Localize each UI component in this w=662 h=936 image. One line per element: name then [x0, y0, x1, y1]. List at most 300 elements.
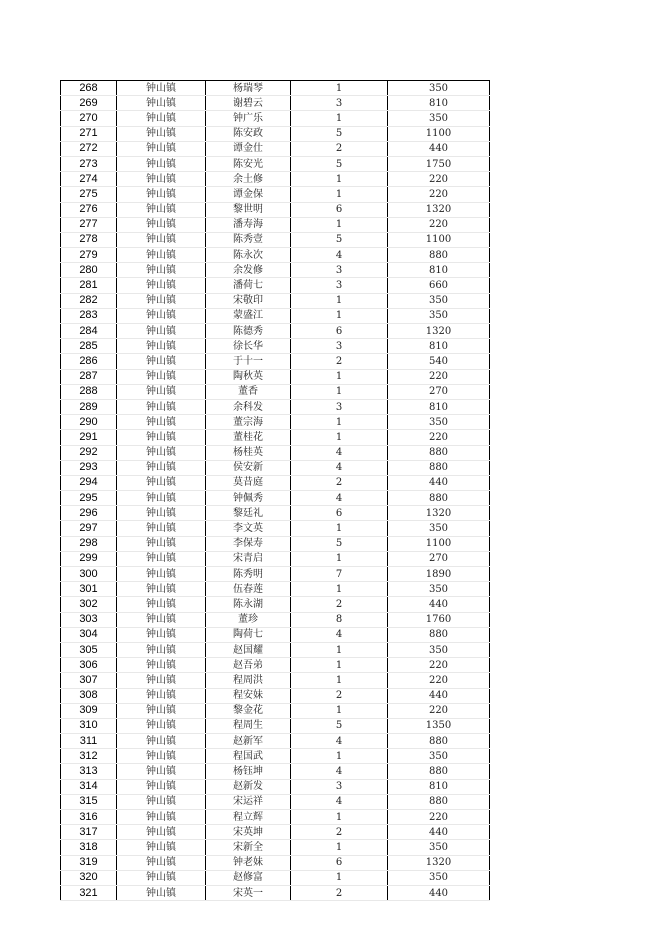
row-number-cell[interactable]: 291: [61, 430, 117, 445]
count-cell[interactable]: 1: [291, 111, 388, 126]
row-number-cell[interactable]: 321: [61, 885, 117, 900]
count-cell[interactable]: 1: [291, 521, 388, 536]
count-cell[interactable]: 2: [291, 825, 388, 840]
row-number-cell[interactable]: 277: [61, 217, 117, 232]
name-cell[interactable]: 余土修: [206, 172, 291, 187]
count-cell[interactable]: 4: [291, 627, 388, 642]
row-number-cell[interactable]: 307: [61, 673, 117, 688]
table-row: [61, 278, 490, 293]
amount-cell[interactable]: 440: [388, 825, 490, 840]
row-number-cell[interactable]: 279: [61, 248, 117, 263]
name-cell[interactable]: 陈秀明: [206, 567, 291, 582]
row-number-cell[interactable]: 304: [61, 627, 117, 642]
town-cell[interactable]: 钟山镇: [117, 627, 206, 642]
row-number-cell[interactable]: 303: [61, 612, 117, 627]
town-cell[interactable]: 钟山镇: [117, 460, 206, 475]
name-cell[interactable]: 李文英: [206, 521, 291, 536]
table-row: [61, 810, 490, 825]
row-number-cell[interactable]: 270: [61, 111, 117, 126]
amount-cell[interactable]: 880: [388, 491, 490, 506]
town-cell[interactable]: 钟山镇: [117, 445, 206, 460]
row-number-cell[interactable]: 301: [61, 582, 117, 597]
count-cell[interactable]: 1: [291, 703, 388, 718]
count-cell[interactable]: 2: [291, 597, 388, 612]
town-cell[interactable]: 钟山镇: [117, 703, 206, 718]
amount-cell[interactable]: 220: [388, 810, 490, 825]
amount-cell[interactable]: 350: [388, 749, 490, 764]
town-cell[interactable]: 钟山镇: [117, 794, 206, 809]
town-cell[interactable]: 钟山镇: [117, 384, 206, 399]
count-cell[interactable]: 3: [291, 278, 388, 293]
amount-cell[interactable]: 1100: [388, 232, 490, 247]
count-cell[interactable]: 2: [291, 354, 388, 369]
amount-cell[interactable]: 1760: [388, 612, 490, 627]
name-cell[interactable]: 黎世明: [206, 202, 291, 217]
count-cell[interactable]: 2: [291, 475, 388, 490]
town-cell[interactable]: 钟山镇: [117, 354, 206, 369]
table-row: [61, 399, 490, 414]
name-cell[interactable]: 侯安新: [206, 460, 291, 475]
amount-cell[interactable]: 1320: [388, 855, 490, 870]
name-cell[interactable]: 董香: [206, 384, 291, 399]
table-row: [61, 263, 490, 278]
town-cell[interactable]: 钟山镇: [117, 551, 206, 566]
name-cell[interactable]: 赵修富: [206, 870, 291, 885]
row-number-cell[interactable]: 302: [61, 597, 117, 612]
count-cell[interactable]: 7: [291, 567, 388, 582]
count-cell[interactable]: 1: [291, 187, 388, 202]
name-cell[interactable]: 陈永湖: [206, 597, 291, 612]
amount-cell[interactable]: 1750: [388, 156, 490, 171]
town-cell[interactable]: 钟山镇: [117, 217, 206, 232]
name-cell[interactable]: 钟广乐: [206, 111, 291, 126]
name-cell[interactable]: 黎金花: [206, 703, 291, 718]
amount-cell[interactable]: 350: [388, 308, 490, 323]
name-cell[interactable]: 陈秀壹: [206, 232, 291, 247]
town-cell[interactable]: 钟山镇: [117, 855, 206, 870]
count-cell[interactable]: 5: [291, 126, 388, 141]
row-number-cell[interactable]: 306: [61, 658, 117, 673]
count-cell[interactable]: 4: [291, 491, 388, 506]
amount-cell[interactable]: 1320: [388, 506, 490, 521]
count-cell[interactable]: 2: [291, 688, 388, 703]
town-cell[interactable]: 钟山镇: [117, 536, 206, 551]
amount-cell[interactable]: 350: [388, 840, 490, 855]
count-cell[interactable]: 1: [291, 658, 388, 673]
town-cell[interactable]: 钟山镇: [117, 718, 206, 733]
town-cell[interactable]: 钟山镇: [117, 825, 206, 840]
town-cell[interactable]: 钟山镇: [117, 506, 206, 521]
count-cell[interactable]: 4: [291, 794, 388, 809]
table-row: [61, 551, 490, 566]
count-cell[interactable]: 1: [291, 810, 388, 825]
row-number-cell[interactable]: 296: [61, 506, 117, 521]
town-cell[interactable]: 钟山镇: [117, 521, 206, 536]
amount-cell[interactable]: 220: [388, 369, 490, 384]
count-cell[interactable]: 1: [291, 369, 388, 384]
name-cell[interactable]: 陈永次: [206, 248, 291, 263]
town-cell[interactable]: 钟山镇: [117, 399, 206, 414]
table-row: [61, 612, 490, 627]
table-row: [61, 688, 490, 703]
amount-cell[interactable]: 810: [388, 339, 490, 354]
name-cell[interactable]: 杨桂英: [206, 445, 291, 460]
row-number-cell[interactable]: 274: [61, 172, 117, 187]
table-row: [61, 855, 490, 870]
amount-cell[interactable]: 220: [388, 430, 490, 445]
amount-cell[interactable]: 440: [388, 885, 490, 900]
row-number-cell[interactable]: 281: [61, 278, 117, 293]
town-cell[interactable]: 钟山镇: [117, 278, 206, 293]
amount-cell[interactable]: 220: [388, 658, 490, 673]
town-cell[interactable]: 钟山镇: [117, 658, 206, 673]
town-cell[interactable]: 钟山镇: [117, 96, 206, 111]
row-number-cell[interactable]: 297: [61, 521, 117, 536]
count-cell[interactable]: 2: [291, 885, 388, 900]
amount-cell[interactable]: 810: [388, 399, 490, 414]
row-number-cell[interactable]: 272: [61, 141, 117, 156]
name-cell[interactable]: 余科发: [206, 399, 291, 414]
table-row: [61, 718, 490, 733]
town-cell[interactable]: 钟山镇: [117, 430, 206, 445]
amount-cell[interactable]: 350: [388, 870, 490, 885]
town-cell[interactable]: 钟山镇: [117, 339, 206, 354]
town-cell[interactable]: 钟山镇: [117, 172, 206, 187]
name-cell[interactable]: 李保寿: [206, 536, 291, 551]
row-number-cell[interactable]: 310: [61, 718, 117, 733]
name-cell[interactable]: 程周生: [206, 718, 291, 733]
name-cell[interactable]: 伍春莲: [206, 582, 291, 597]
row-number-cell[interactable]: 283: [61, 308, 117, 323]
count-cell[interactable]: 4: [291, 734, 388, 749]
row-number-cell[interactable]: 284: [61, 324, 117, 339]
count-cell[interactable]: 1: [291, 749, 388, 764]
row-number-cell[interactable]: 273: [61, 156, 117, 171]
amount-cell[interactable]: 220: [388, 172, 490, 187]
amount-cell[interactable]: 440: [388, 688, 490, 703]
count-cell[interactable]: 6: [291, 202, 388, 217]
row-number-cell[interactable]: 320: [61, 870, 117, 885]
town-cell[interactable]: 钟山镇: [117, 293, 206, 308]
amount-cell[interactable]: 1100: [388, 536, 490, 551]
table-row: [61, 172, 490, 187]
town-cell[interactable]: 钟山镇: [117, 308, 206, 323]
row-number-cell[interactable]: 319: [61, 855, 117, 870]
table-row: [61, 324, 490, 339]
name-cell[interactable]: 陈德秀: [206, 324, 291, 339]
amount-cell[interactable]: 350: [388, 582, 490, 597]
count-cell[interactable]: 1: [291, 172, 388, 187]
town-cell[interactable]: 钟山镇: [117, 779, 206, 794]
count-cell[interactable]: 1: [291, 582, 388, 597]
count-cell[interactable]: 3: [291, 263, 388, 278]
name-cell[interactable]: 陈安政: [206, 126, 291, 141]
amount-cell[interactable]: 660: [388, 278, 490, 293]
amount-cell[interactable]: 880: [388, 794, 490, 809]
table-row: [61, 794, 490, 809]
count-cell[interactable]: 4: [291, 248, 388, 263]
amount-cell[interactable]: 270: [388, 551, 490, 566]
name-cell[interactable]: 宋英一: [206, 885, 291, 900]
amount-cell[interactable]: 880: [388, 764, 490, 779]
amount-cell[interactable]: 1350: [388, 718, 490, 733]
name-cell[interactable]: 钟老妹: [206, 855, 291, 870]
amount-cell[interactable]: 540: [388, 354, 490, 369]
name-cell[interactable]: 董宗海: [206, 415, 291, 430]
amount-cell[interactable]: 880: [388, 248, 490, 263]
name-cell[interactable]: 赵国耀: [206, 642, 291, 657]
row-number-cell[interactable]: 268: [61, 81, 117, 96]
table-row: [61, 384, 490, 399]
name-cell[interactable]: 董珍: [206, 612, 291, 627]
name-cell[interactable]: 宋新全: [206, 840, 291, 855]
count-cell[interactable]: 1: [291, 415, 388, 430]
row-number-cell[interactable]: 271: [61, 126, 117, 141]
table-row: [61, 232, 490, 247]
row-number-cell[interactable]: 312: [61, 749, 117, 764]
count-cell[interactable]: 5: [291, 232, 388, 247]
table-row: [61, 187, 490, 202]
row-number-cell[interactable]: 295: [61, 491, 117, 506]
name-cell[interactable]: 董桂花: [206, 430, 291, 445]
amount-cell[interactable]: 440: [388, 475, 490, 490]
row-number-cell[interactable]: 300: [61, 567, 117, 582]
row-number-cell[interactable]: 311: [61, 734, 117, 749]
town-cell[interactable]: 钟山镇: [117, 81, 206, 96]
town-cell[interactable]: 钟山镇: [117, 885, 206, 900]
row-number-cell[interactable]: 287: [61, 369, 117, 384]
amount-cell[interactable]: 880: [388, 445, 490, 460]
row-number-cell[interactable]: 309: [61, 703, 117, 718]
amount-cell[interactable]: 1890: [388, 567, 490, 582]
town-cell[interactable]: 钟山镇: [117, 597, 206, 612]
amount-cell[interactable]: 440: [388, 597, 490, 612]
table-row: [61, 673, 490, 688]
name-cell[interactable]: 莫昔庭: [206, 475, 291, 490]
name-cell[interactable]: 余发修: [206, 263, 291, 278]
amount-cell[interactable]: 350: [388, 521, 490, 536]
row-number-cell[interactable]: 317: [61, 825, 117, 840]
count-cell[interactable]: 1: [291, 870, 388, 885]
row-number-cell[interactable]: 289: [61, 399, 117, 414]
town-cell[interactable]: 钟山镇: [117, 582, 206, 597]
table-row: [61, 339, 490, 354]
table-row: [61, 96, 490, 111]
table-row: [61, 582, 490, 597]
name-cell[interactable]: 徐长华: [206, 339, 291, 354]
table-row: [61, 126, 490, 141]
row-number-cell[interactable]: 293: [61, 460, 117, 475]
town-cell[interactable]: 钟山镇: [117, 612, 206, 627]
name-cell[interactable]: 程国武: [206, 749, 291, 764]
table-row: [61, 415, 490, 430]
count-cell[interactable]: 4: [291, 460, 388, 475]
count-cell[interactable]: 3: [291, 96, 388, 111]
town-cell[interactable]: 钟山镇: [117, 764, 206, 779]
table-row: [61, 430, 490, 445]
town-cell[interactable]: 钟山镇: [117, 840, 206, 855]
name-cell[interactable]: 宋敬印: [206, 293, 291, 308]
count-cell[interactable]: 1: [291, 430, 388, 445]
town-cell[interactable]: 钟山镇: [117, 111, 206, 126]
name-cell[interactable]: 谭金保: [206, 187, 291, 202]
town-cell[interactable]: 钟山镇: [117, 232, 206, 247]
count-cell[interactable]: 1: [291, 308, 388, 323]
row-number-cell[interactable]: 298: [61, 536, 117, 551]
row-number-cell[interactable]: 294: [61, 475, 117, 490]
amount-cell[interactable]: 220: [388, 703, 490, 718]
town-cell[interactable]: 钟山镇: [117, 642, 206, 657]
table-row: [61, 354, 490, 369]
table-row: [61, 521, 490, 536]
name-cell[interactable]: 谭金仕: [206, 141, 291, 156]
name-cell[interactable]: 宋运祥: [206, 794, 291, 809]
town-cell[interactable]: 钟山镇: [117, 673, 206, 688]
town-cell[interactable]: 钟山镇: [117, 248, 206, 263]
amount-cell[interactable]: 440: [388, 141, 490, 156]
table-row: [61, 248, 490, 263]
name-cell[interactable]: 黎廷礼: [206, 506, 291, 521]
name-cell[interactable]: 程周洪: [206, 673, 291, 688]
amount-cell[interactable]: 220: [388, 673, 490, 688]
row-number-cell[interactable]: 290: [61, 415, 117, 430]
amount-cell[interactable]: 220: [388, 217, 490, 232]
count-cell[interactable]: 6: [291, 324, 388, 339]
count-cell[interactable]: 1: [291, 217, 388, 232]
amount-cell[interactable]: 810: [388, 779, 490, 794]
town-cell[interactable]: 钟山镇: [117, 187, 206, 202]
table-row: [61, 217, 490, 232]
row-number-cell[interactable]: 316: [61, 810, 117, 825]
amount-cell[interactable]: 810: [388, 263, 490, 278]
row-number-cell[interactable]: 278: [61, 232, 117, 247]
row-number-cell[interactable]: 285: [61, 339, 117, 354]
town-cell[interactable]: 钟山镇: [117, 688, 206, 703]
name-cell[interactable]: 谢碧云: [206, 96, 291, 111]
count-cell[interactable]: 3: [291, 399, 388, 414]
row-number-cell[interactable]: 269: [61, 96, 117, 111]
row-number-cell[interactable]: 288: [61, 384, 117, 399]
row-number-cell[interactable]: 318: [61, 840, 117, 855]
data-table: [60, 80, 490, 901]
amount-cell[interactable]: 1320: [388, 324, 490, 339]
count-cell[interactable]: 6: [291, 506, 388, 521]
row-number-cell[interactable]: 305: [61, 642, 117, 657]
town-cell[interactable]: 钟山镇: [117, 870, 206, 885]
amount-cell[interactable]: 270: [388, 384, 490, 399]
amount-cell[interactable]: 350: [388, 81, 490, 96]
count-cell[interactable]: 2: [291, 141, 388, 156]
row-number-cell[interactable]: 314: [61, 779, 117, 794]
town-cell[interactable]: 钟山镇: [117, 202, 206, 217]
row-number-cell[interactable]: 280: [61, 263, 117, 278]
name-cell[interactable]: 陈安光: [206, 156, 291, 171]
amount-cell[interactable]: 350: [388, 642, 490, 657]
row-number-cell[interactable]: 276: [61, 202, 117, 217]
row-number-cell[interactable]: 275: [61, 187, 117, 202]
amount-cell[interactable]: 350: [388, 415, 490, 430]
amount-cell[interactable]: 810: [388, 96, 490, 111]
amount-cell[interactable]: 1320: [388, 202, 490, 217]
town-cell[interactable]: 钟山镇: [117, 567, 206, 582]
name-cell[interactable]: 潘荷七: [206, 278, 291, 293]
count-cell[interactable]: 1: [291, 642, 388, 657]
count-cell[interactable]: 6: [291, 855, 388, 870]
row-number-cell[interactable]: 286: [61, 354, 117, 369]
name-cell[interactable]: 于十一: [206, 354, 291, 369]
count-cell[interactable]: 3: [291, 339, 388, 354]
name-cell[interactable]: 程立辉: [206, 810, 291, 825]
amount-cell[interactable]: 880: [388, 460, 490, 475]
count-cell[interactable]: 1: [291, 551, 388, 566]
count-cell[interactable]: 5: [291, 718, 388, 733]
row-number-cell[interactable]: 308: [61, 688, 117, 703]
town-cell[interactable]: 钟山镇: [117, 415, 206, 430]
amount-cell[interactable]: 350: [388, 293, 490, 308]
town-cell[interactable]: 钟山镇: [117, 263, 206, 278]
count-cell[interactable]: 4: [291, 445, 388, 460]
count-cell[interactable]: 1: [291, 673, 388, 688]
count-cell[interactable]: 1: [291, 81, 388, 96]
town-cell[interactable]: 钟山镇: [117, 141, 206, 156]
row-number-cell[interactable]: 299: [61, 551, 117, 566]
name-cell[interactable]: 杨瑞琴: [206, 81, 291, 96]
count-cell[interactable]: 5: [291, 536, 388, 551]
name-cell[interactable]: 宋青启: [206, 551, 291, 566]
name-cell[interactable]: 陶秋英: [206, 369, 291, 384]
name-cell[interactable]: 陶荷七: [206, 627, 291, 642]
count-cell[interactable]: 1: [291, 293, 388, 308]
town-cell[interactable]: 钟山镇: [117, 156, 206, 171]
row-number-cell[interactable]: 292: [61, 445, 117, 460]
name-cell[interactable]: 程安妹: [206, 688, 291, 703]
amount-cell[interactable]: 1100: [388, 126, 490, 141]
name-cell[interactable]: 蒙盛江: [206, 308, 291, 323]
town-cell[interactable]: 钟山镇: [117, 126, 206, 141]
amount-cell[interactable]: 880: [388, 734, 490, 749]
town-cell[interactable]: 钟山镇: [117, 369, 206, 384]
town-cell[interactable]: 钟山镇: [117, 734, 206, 749]
town-cell[interactable]: 钟山镇: [117, 749, 206, 764]
count-cell[interactable]: 5: [291, 156, 388, 171]
table-row: [61, 491, 490, 506]
count-cell[interactable]: 8: [291, 612, 388, 627]
table-row: [61, 111, 490, 126]
amount-cell[interactable]: 220: [388, 187, 490, 202]
table-row: [61, 202, 490, 217]
name-cell[interactable]: 杨钰坤: [206, 764, 291, 779]
name-cell[interactable]: 潘寿海: [206, 217, 291, 232]
count-cell[interactable]: 1: [291, 840, 388, 855]
name-cell[interactable]: 钟佩秀: [206, 491, 291, 506]
town-cell[interactable]: 钟山镇: [117, 810, 206, 825]
name-cell[interactable]: 赵新发: [206, 779, 291, 794]
town-cell[interactable]: 钟山镇: [117, 491, 206, 506]
count-cell[interactable]: 4: [291, 764, 388, 779]
row-number-cell[interactable]: 282: [61, 293, 117, 308]
row-number-cell[interactable]: 313: [61, 764, 117, 779]
amount-cell[interactable]: 880: [388, 627, 490, 642]
count-cell[interactable]: 3: [291, 779, 388, 794]
town-cell[interactable]: 钟山镇: [117, 475, 206, 490]
name-cell[interactable]: 赵新军: [206, 734, 291, 749]
name-cell[interactable]: 赵吾弟: [206, 658, 291, 673]
town-cell[interactable]: 钟山镇: [117, 324, 206, 339]
row-number-cell[interactable]: 315: [61, 794, 117, 809]
amount-cell[interactable]: 350: [388, 111, 490, 126]
count-cell[interactable]: 1: [291, 384, 388, 399]
name-cell[interactable]: 宋英坤: [206, 825, 291, 840]
